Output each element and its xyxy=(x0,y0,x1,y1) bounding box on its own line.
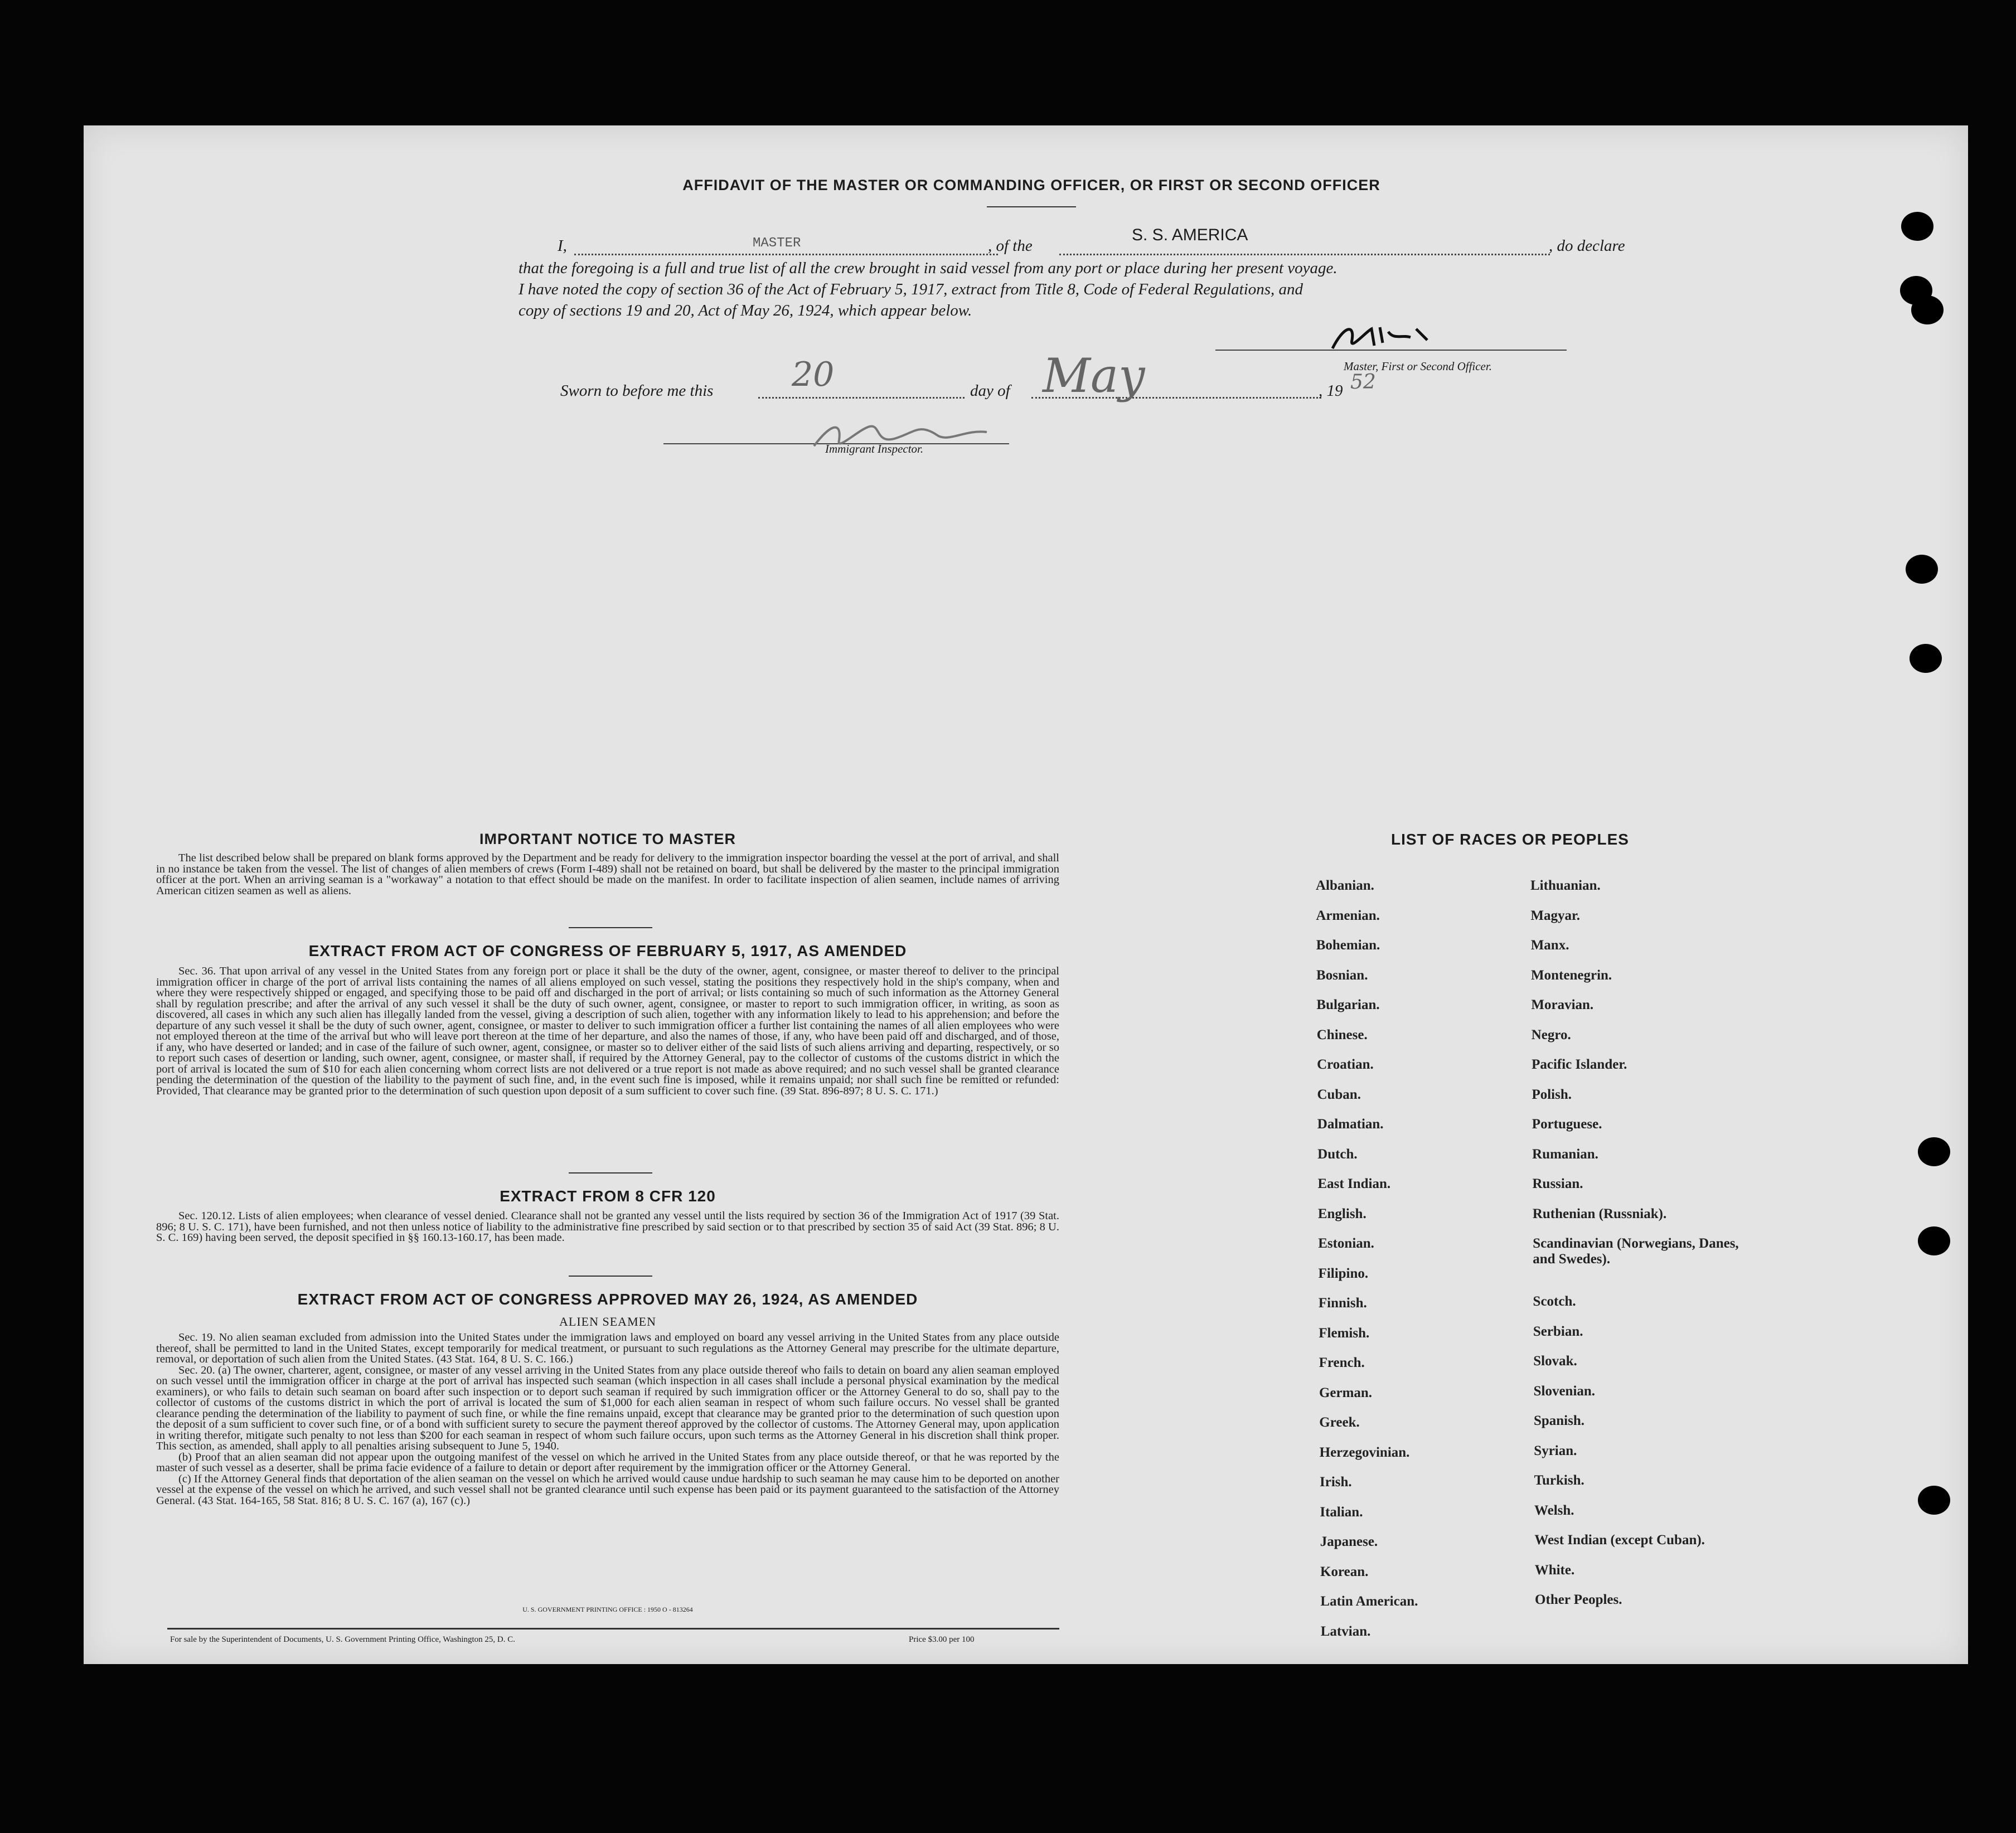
sworn-day-value: 20 xyxy=(792,355,835,394)
vessel-name-value: S. S. AMERICA xyxy=(1132,226,1248,244)
footer-for-sale: For sale by the Superintendent of Documents, U. S. Government Printing Office, Washington 25, D. C. xyxy=(170,1635,515,1644)
race-item: Ruthenian (Russniak). xyxy=(1532,1206,1667,1221)
affidavit-title: AFFIDAVIT OF THE MASTER OR COMMANDING OFFICER, OR FIRST OR SECOND OFFICER xyxy=(682,177,1380,193)
race-item: Moravian. xyxy=(1531,997,1594,1012)
race-item: White. xyxy=(1534,1563,1575,1578)
race-item: Spanish. xyxy=(1533,1413,1584,1428)
extract1917-text xyxy=(156,966,1059,1097)
race-item: East Indian. xyxy=(1317,1176,1391,1191)
race-item: West Indian (except Cuban). xyxy=(1534,1533,1705,1548)
binder-hole xyxy=(1910,644,1942,673)
race-item: Syrian. xyxy=(1534,1443,1577,1458)
notice-paragraph: The list described below shall be prepared on blank forms approved by the Department and be ready for delivery to the immigration inspector boarding the vessel at the port of arrival, and shall in no instance be taken from the vessel. The list of changes of alien members of crews (Form I-489) shall not be retained on board, but shall be delivered by the master to the principal immigration officer at the port. When an arriving seaman is a "workaway" a notation to that effect should be made on the manifest. In order to facilitate inspection of alien seamen, include names of arriving American citizen seamen as well as aliens. xyxy=(156,852,1059,897)
race-item: Greek. xyxy=(1319,1415,1360,1430)
race-item: Slovenian. xyxy=(1533,1384,1596,1399)
notice-title: IMPORTANT NOTICE TO MASTER xyxy=(479,831,736,847)
inspector-caption: Immigrant Inspector. xyxy=(825,442,924,455)
binder-hole xyxy=(1911,295,1944,324)
affidavit-i-label: I, xyxy=(558,237,567,255)
binder-hole xyxy=(1906,555,1938,584)
binder-hole xyxy=(1918,1486,1950,1515)
race-item: Serbian. xyxy=(1533,1324,1583,1339)
race-item: Latin American. xyxy=(1320,1594,1418,1609)
affidavit-of-the: , of the xyxy=(988,237,1033,255)
race-item: Italian. xyxy=(1320,1505,1363,1520)
race-item: Bohemian. xyxy=(1316,938,1380,953)
race-item: Polish. xyxy=(1532,1087,1572,1102)
divider xyxy=(569,927,652,928)
race-item: Pacific Islander. xyxy=(1532,1057,1627,1072)
race-item: Estonian. xyxy=(1318,1236,1374,1251)
race-item: Irish. xyxy=(1320,1475,1352,1490)
race-item: Negro. xyxy=(1531,1027,1571,1042)
race-item: Armenian. xyxy=(1316,908,1380,923)
extract1917-title: EXTRACT FROM ACT OF CONGRESS OF FEBRUARY 5, 1917, AS AMENDED xyxy=(308,942,907,959)
document-page xyxy=(84,125,1968,1664)
binder-hole xyxy=(1918,1137,1950,1166)
race-item: Flemish. xyxy=(1319,1326,1370,1341)
year-suffix: 52 xyxy=(1350,371,1376,394)
race-item: Scotch. xyxy=(1533,1294,1576,1309)
year-prefix: , 19 xyxy=(1319,382,1343,400)
affidavit-body-line3: copy of sections 19 and 20, Act of May 26, 1924, which appear below. xyxy=(518,302,972,319)
race-item: Croatian. xyxy=(1317,1057,1374,1072)
race-item: Filipino. xyxy=(1318,1266,1369,1281)
race-item: Finnish. xyxy=(1318,1296,1367,1311)
extract8cfr-paragraph: Sec. 120.12. Lists of alien employees; when clearance of vessel denied. Clearance shall not be granted any vessel until the lists required by section 36 of the Immigration Act of 1917 (39 Stat. 896; 8 U. S. C. 171), have been furnished, and not then unless notice of liability to the administrative fine prescribed by said section or to that prescribed by section 35 of said Act (39 Stat. 896; 8 U. S. C. 169) having been served, the deposit specified in §§ 160.13-160.17, has been made. xyxy=(156,1210,1059,1244)
affidavit-do-declare: , do declare xyxy=(1549,237,1625,255)
race-item: Bulgarian. xyxy=(1316,997,1380,1012)
race-item: Welsh. xyxy=(1534,1503,1574,1518)
day-of-label: day of xyxy=(970,382,1010,400)
extract1924-sec19: Sec. 19. No alien seaman excluded from admission into the United States under the immigration laws and employed on board any vessel arriving in the United States from any place outside thereof, shall be permitted to land in the United States, except temporarily for medical treatment, or pursuant to such regulations as the Attorney General may prescribe for the ultimate departure, removal, or deportation of such alien from the United States. (43 Stat. 164, 8 U. S. C. 166.) xyxy=(156,1331,1059,1365)
divider xyxy=(987,206,1076,207)
extract1924-sec20b: (b) Proof that an alien seaman did not appear upon the outgoing manifest of the vessel on which he arrived in the United States from any place outside thereof, or that he was reported by the master of such vessel as a deserter, shall be prima facie evidence of a failure to detain or deport after requirement by the immigration officer or the Attorney General. xyxy=(156,1451,1059,1474)
footer-divider xyxy=(167,1628,1059,1630)
race-item: Bosnian. xyxy=(1316,968,1368,983)
extract1917-paragraph: Sec. 36. That upon arrival of any vessel in the United States from any foreign port or place it shall be the duty of the owner, agent, consignee, or master thereof to deliver to the principal immigration officer in charge of the port of arrival lists containing the names of all aliens employed on such vessel, stating the positions they respectively hold in the ship's company, when and where they were respectively shipped or engaged, and specifying those to be paid off and discharged in the port of arrival; or lists containing so much of such information as the Attorney General shall by regulation prescribe; and after the arrival of any such vessel it shall be the duty of such owner, agent, consignee, or master to report to such immigration officer, in writing, as soon as discovered, all cases in which any such alien has illegally landed from the vessel, giving a description of such alien, together with any information likely to lead to his apprehension; and before the departure of any such vessel it shall be the duty of such owner, agent, consignee, or master to deliver to such immigration officer a further list containing the names of all alien employees who were not employed thereon at the time of the arrival but who will leave port thereon at the time of her departure, and also the names of those, if any, who have been paid off and discharged, and of those, if any, who have deserted or landed; and in case of the failure of such owner, agent, consignee, or master so to deliver either of the said lists of such aliens arriving and departing, respectively, or so to report such cases of desertion or landing, such owner, agent, consignee, or master shall, if required by the Attorney General, pay to the collector of customs of the customs district in which the port of arrival is located the sum of $10 for each alien concerning whom correct lists are not delivered or a true report is not made as above required; and no such vessel shall be granted clearance pending the determination of the question of the liability to the payment of such fine, and, in the event such fine is imposed, while it remains unpaid; nor shall such fine be remitted or refunded: Provided, That clearance may be granted prior to the determination of such question upon deposit of a sum sufficient to cover such fine. (39 Stat. 896-897; 8 U. S. C. 171.) xyxy=(156,965,1059,1097)
printing-office-note: U. S. GOVERNMENT PRINTING OFFICE : 1950 O - 813264 xyxy=(522,1606,693,1613)
race-item: Dutch. xyxy=(1317,1147,1358,1162)
master-signature xyxy=(1327,321,1438,354)
races-title: LIST OF RACES OR PEOPLES xyxy=(1391,831,1629,848)
extract1924-subtitle: ALIEN SEAMEN xyxy=(559,1315,656,1328)
affidavit-body-line2: I have noted the copy of section 36 of the Act of February 5, 1917, extract from Title 8, Code of Federal Regulations, and xyxy=(518,280,1303,298)
race-item: Cuban. xyxy=(1317,1087,1361,1102)
race-item: Korean. xyxy=(1320,1564,1369,1579)
race-item: English. xyxy=(1317,1206,1366,1221)
sworn-day-line xyxy=(758,383,965,399)
sworn-label: Sworn to before me this xyxy=(560,382,714,400)
race-item: Magyar. xyxy=(1530,908,1580,923)
race-item: French. xyxy=(1319,1355,1365,1370)
extract8cfr-text xyxy=(156,1211,1059,1244)
divider xyxy=(569,1276,652,1277)
extract8cfr-title: EXTRACT FROM 8 CFR 120 xyxy=(500,1187,716,1205)
race-item: Lithuanian. xyxy=(1530,878,1601,893)
binder-hole xyxy=(1901,212,1933,241)
race-item: Russian. xyxy=(1532,1176,1583,1191)
race-item: Scandinavian (Norwegians, Danes, and Swedes). xyxy=(1533,1236,1739,1267)
footer-price: Price $3.00 per 100 xyxy=(909,1635,975,1644)
extract1924-sec20a: Sec. 20. (a) The owner, charterer, agent, consignee, or master of any vessel arriving in the United States from any place outside thereof who fails to detain on board any alien seaman employed on such vessel until the immigration officer in charge at the port of arrival has inspected such seaman (which inspection in all cases shall include a personal physical examination by the medical examiners), or who fails to detain such seaman on board after such inspection or to deport such seaman if required by such immigration officer or the Attorney General to do so, shall pay to the collector of customs of the customs district in which the port of arrival is located the sum of $1,000 for each alien seaman in respect of whom such failure occurs. No vessel shall be granted clearance pending the determination of the liability to payment of such fine, or while the fine remains unpaid, except that clearance may be granted prior to the determination of such question upon the deposit of a sum sufficient to cover such fine, or of a bond with sufficient surety to secure the payment thereof approved by the collector of customs. The Attorney General may, upon application in writing therefor, mitigate such penalty to not less than $200 for each seaman in respect of whom such failure occurs, upon such terms as the Attorney General in his discretion shall think proper. This section, as amended, shall apply to all penalties arising subsequent to June 5, 1940. xyxy=(156,1364,1059,1452)
affidavit-body-line1: that the foregoing is a full and true list of all the crew brought in said vessel from any port or place during her present voyage. xyxy=(518,259,1337,277)
race-item: Slovak. xyxy=(1533,1354,1577,1369)
race-item: Portuguese. xyxy=(1532,1117,1602,1132)
race-item: German. xyxy=(1319,1385,1373,1400)
extract1924-sec20c: (c) If the Attorney General finds that deportation of the alien seaman on the vessel on which he arrived would cause undue hardship to such seaman he may cause him to be deported on another vessel at the expense of the vessel on which he arrived, and such vessel shall not be granted clearance until such expense has been paid or its payment guaranteed to the satisfaction of the Attorney General. (43 Stat. 164-165, 58 Stat. 816; 8 U. S. C. 167 (a), 167 (c).) xyxy=(156,1472,1059,1507)
race-item: Other Peoples. xyxy=(1535,1592,1622,1607)
race-item: Manx. xyxy=(1530,938,1569,953)
binder-hole xyxy=(1918,1226,1950,1255)
race-item: Chinese. xyxy=(1316,1027,1368,1042)
race-item: Japanese. xyxy=(1320,1534,1378,1549)
race-item: Albanian. xyxy=(1316,878,1374,893)
notice-text xyxy=(156,853,1059,896)
race-item: Montenegrin. xyxy=(1531,968,1612,983)
race-item: Latvian. xyxy=(1320,1624,1371,1639)
race-item: Rumanian. xyxy=(1532,1147,1598,1162)
race-item: Turkish. xyxy=(1534,1473,1584,1488)
extract1924-text xyxy=(156,1332,1059,1506)
race-item: Herzegovinian. xyxy=(1319,1445,1410,1460)
race-item: Dalmatian. xyxy=(1317,1117,1384,1132)
extract1924-title: EXTRACT FROM ACT OF CONGRESS APPROVED MAY 26, 1924, AS AMENDED xyxy=(297,1291,918,1308)
sworn-month-value: May xyxy=(1043,348,1145,403)
officer-name-value: MASTER xyxy=(753,236,801,251)
master-caption: Master, First or Second Officer. xyxy=(1344,360,1492,373)
divider xyxy=(569,1172,652,1173)
